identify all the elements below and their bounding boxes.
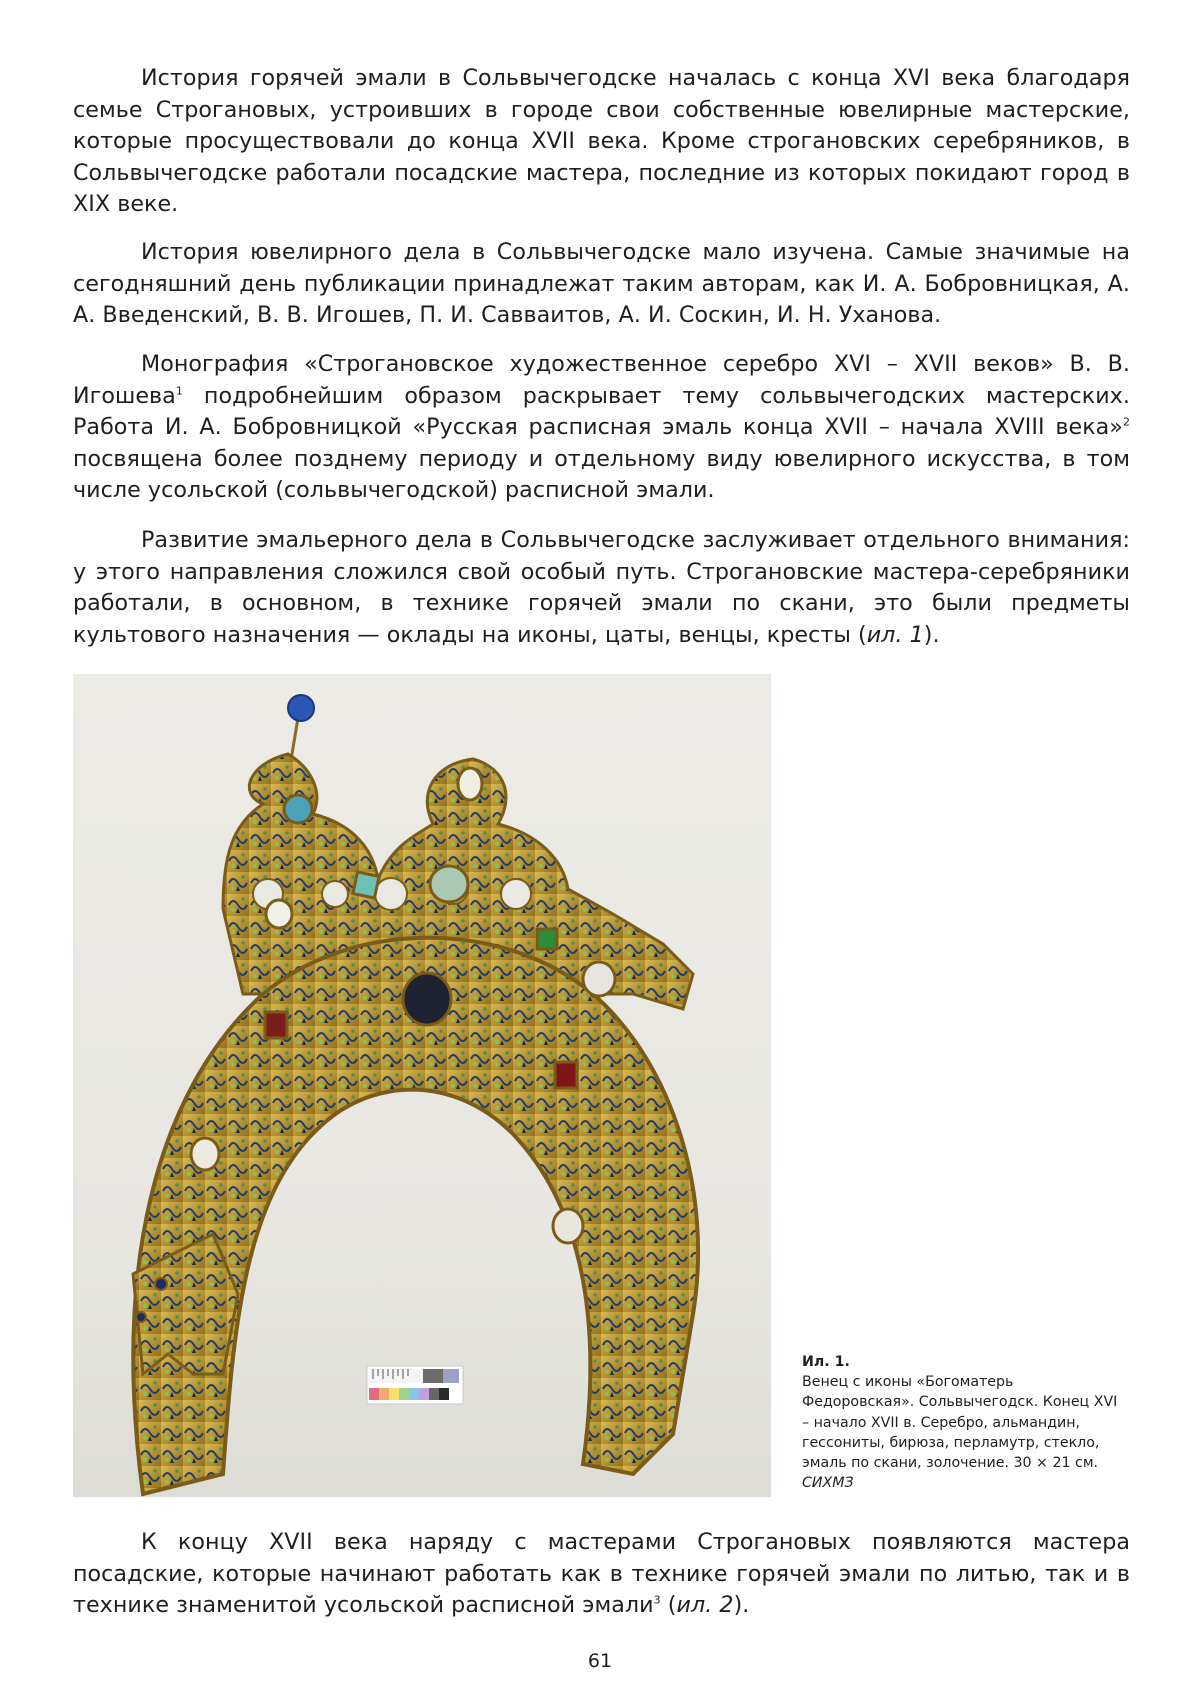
figure-ref-2[interactable]: ил. 2 [676,1592,734,1618]
paragraph-1 [73,63,1130,221]
paragraph-5-text-b: ( [660,1592,677,1618]
paragraph-5-end: ). [733,1592,750,1618]
pearl [191,1138,219,1170]
dark-stone [403,973,451,1025]
almandine [555,1062,577,1088]
footnote-ref-1[interactable]: 1 [175,384,183,398]
page-number: 61 [587,1650,613,1672]
footnote-ref-2[interactable]: 2 [1122,415,1130,429]
footnote-ref-3[interactable]: 3 [653,1593,661,1607]
paragraph-4-end: ). [923,621,940,648]
figure-ref-1[interactable]: ил. 1 [866,621,924,648]
pearl [458,768,482,800]
paragraph-2 [73,237,1130,332]
paragraph-1-text: История горячей эмали в Сольвычегодске началась с конца XVI века благодаря семье Строгановых, устроивших в городе свои собственные ювелирные мастерские, которые просуществовали до конца XVII века. Кроме строгановских серебряников, в Сольвычегодске работали посадские мастера, последние из которых покидают город в XIX веке. [73,65,1130,217]
pearl [266,900,292,928]
paragraph-4 [73,525,1130,651]
paragraph-2-text: История ювелирного дела в Сольвычегодске мало изучена. Самые значимые на сегодняшний день публикации принадлежат таким авторам, как И. А. Бобровницкая, А. А. Введенский, В. В. Игошев, П. И. Савваитов, А. И. Соскин, И. Н. Уханова. [73,239,1130,328]
crown-photo [73,674,771,1497]
turquoise-stone [284,795,312,823]
blue-bead [288,695,314,721]
pearl [553,1209,583,1243]
paragraph-3-text-c: посвящена более позднему периоду и отдельному виду ювелирного искусства, в том числе усольской (сольвычегодской) расписной эмали. [73,445,1130,503]
almandine [265,1012,287,1038]
color-scale-bar [367,1366,463,1404]
paragraph-5 [73,1527,1130,1622]
caption-title: Ил. 1. [802,1354,850,1370]
pearl [583,962,615,996]
paragraph-3 [73,349,1130,507]
crystal-stone [430,866,468,902]
paragraph-4-text: Развитие эмальерного дела в Сольвычегодске заслуживает отдельного внимания: у этого направления сложился свой особый путь. Строгановские мастера-серебряники работали, в основном, в технике горячей эмали по скани, это были предметы культового назначения — оклады на иконы, цаты, венцы, кресты ( [73,527,1130,648]
crown-illustration [73,674,771,1497]
paragraph-3-text-a: Монография «Строгановское художественное серебро XVI – XVII веков» В. В. Игошева [73,351,1130,409]
caption-source: СИХМЗ [802,1475,854,1492]
green-glass [537,929,557,949]
paragraph-5-text: К концу XVII века наряду с мастерами Строгановых появляются мастера посадские, которые начинают работать как в технике горячей эмали по литью, так и в технике знаменитой усольской расписной эмали [73,1529,1130,1618]
green-glass [353,872,379,898]
paragraph-3-text-b: подробнейшим образом раскрывает тему сольвычегодских мастерских. Работа И. А. Бобровницкой «Русская расписная эмаль конца XVII – начала XVIII века» [73,382,1130,440]
caption-text: Венец с иконы «Богоматерь Федоровская». Сольвычегодск. Конец XVI – начало XVII в. Серебро, альмандин, гессониты, бирюза, перламутр, стекло, эмаль по скани, золочение. 30 × 21 см. [802,1374,1118,1472]
figure-caption [802,1352,1122,1493]
